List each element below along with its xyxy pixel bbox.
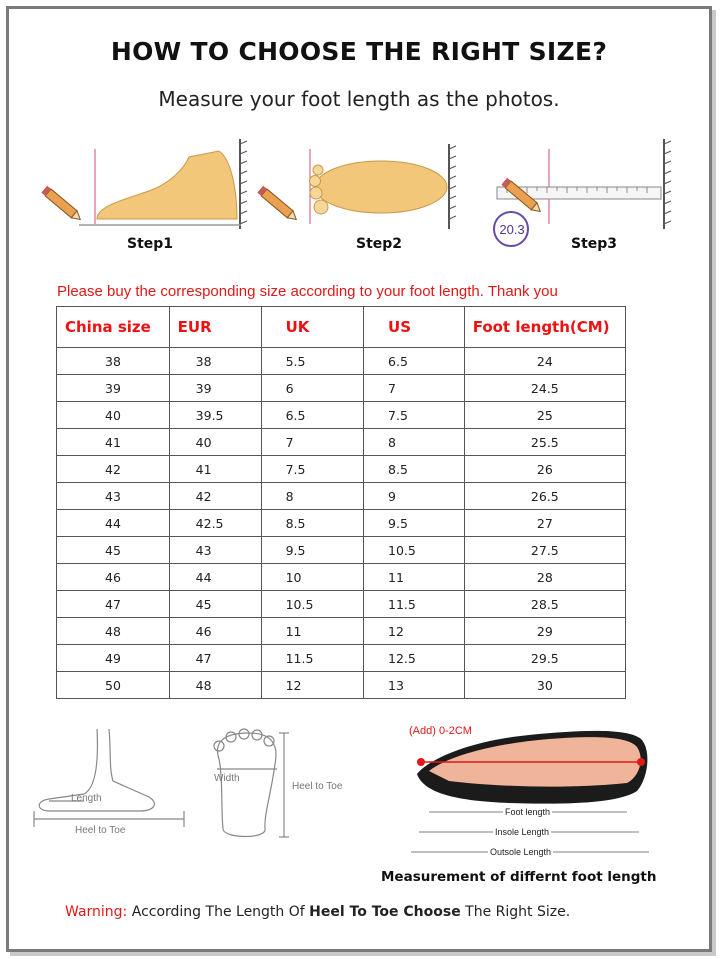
- add-length-label: (Add) 0-2CM: [409, 725, 472, 737]
- table-cell: 45: [169, 591, 261, 618]
- table-cell: 27: [464, 510, 625, 537]
- table-cell: 12: [364, 618, 465, 645]
- step2-foot-illustration: [257, 144, 456, 229]
- table-cell: 41: [57, 429, 170, 456]
- table-cell: 11: [261, 618, 363, 645]
- table-cell: 46: [169, 618, 261, 645]
- table-cell: 39: [57, 375, 170, 402]
- table-cell: 38: [57, 348, 170, 375]
- table-cell: 25.5: [464, 429, 625, 456]
- table-cell: 13: [364, 672, 465, 699]
- header-foot-length: Foot length(CM): [464, 307, 625, 348]
- table-cell: 30: [464, 672, 625, 699]
- table-cell: 8.5: [364, 456, 465, 483]
- table-row: [57, 348, 626, 375]
- shoe-sole-illustration: [417, 731, 647, 804]
- table-cell: 44: [169, 564, 261, 591]
- size-notice: Please buy the corresponding size according to your foot length. Thank you: [57, 283, 558, 300]
- measurement-caption: Measurement of differnt foot length: [381, 869, 657, 885]
- table-cell: 40: [169, 429, 261, 456]
- table-cell: 42.5: [169, 510, 261, 537]
- table-cell: 46: [57, 564, 170, 591]
- table-cell: 8: [261, 483, 363, 510]
- table-cell: 29.5: [464, 645, 625, 672]
- outsole-length-label: Outsole Length: [490, 847, 552, 857]
- top-heel-to-toe-label: Heel to Toe: [292, 781, 343, 792]
- table-row: [57, 618, 626, 645]
- table-cell: 48: [169, 672, 261, 699]
- table-cell: 7.5: [364, 402, 465, 429]
- header-china-size: China size: [57, 307, 170, 348]
- table-row: [57, 672, 626, 699]
- table-cell: 6.5: [261, 402, 363, 429]
- measurement-diagrams: [9, 719, 709, 889]
- table-cell: 39.5: [169, 402, 261, 429]
- side-heel-to-toe-label: Heel to Toe: [75, 825, 126, 836]
- step1-label: Step1: [127, 236, 174, 252]
- table-cell: 11: [364, 564, 465, 591]
- table-cell: 44: [57, 510, 170, 537]
- table-cell: 28.5: [464, 591, 625, 618]
- warning-prefix: Warning:: [65, 904, 128, 920]
- warning-text-1: According The Length Of: [131, 904, 310, 920]
- table-cell: 11.5: [261, 645, 363, 672]
- table-row: [57, 591, 626, 618]
- table-cell: 47: [57, 591, 170, 618]
- table-cell: 12: [261, 672, 363, 699]
- table-row: [57, 456, 626, 483]
- table-row: [57, 645, 626, 672]
- size-guide-card: [6, 6, 712, 952]
- side-length-label: Length: [71, 793, 102, 804]
- table-row: [57, 510, 626, 537]
- warning-text-2: The Right Size.: [460, 904, 571, 920]
- header-uk: UK: [261, 307, 363, 348]
- table-cell: 11.5: [364, 591, 465, 618]
- table-header-row: [57, 307, 626, 348]
- table-cell: 9.5: [261, 537, 363, 564]
- diagrams-svg: [9, 719, 709, 889]
- table-row: [57, 564, 626, 591]
- table-cell: 38: [169, 348, 261, 375]
- table-row: [57, 483, 626, 510]
- table-cell: 47: [169, 645, 261, 672]
- header-eur: EUR: [169, 307, 261, 348]
- table-row: [57, 429, 626, 456]
- step3-label: Step3: [571, 236, 618, 252]
- table-cell: 39: [169, 375, 261, 402]
- table-cell: 41: [169, 456, 261, 483]
- table-cell: 7.5: [261, 456, 363, 483]
- table-cell: 43: [57, 483, 170, 510]
- step3-reading: 20.3: [499, 222, 525, 237]
- table-cell: 42: [57, 456, 170, 483]
- table-row: [57, 375, 626, 402]
- table-cell: 12.5: [364, 645, 465, 672]
- table-cell: 29: [464, 618, 625, 645]
- table-cell: 10: [261, 564, 363, 591]
- table-cell: 50: [57, 672, 170, 699]
- table-cell: 26: [464, 456, 625, 483]
- table-cell: 10.5: [261, 591, 363, 618]
- table-row: [57, 537, 626, 564]
- table-cell: 40: [57, 402, 170, 429]
- page-subtitle: Measure your foot length as the photos.: [158, 87, 560, 111]
- table-cell: 27.5: [464, 537, 625, 564]
- table-cell: 45: [57, 537, 170, 564]
- table-cell: 25: [464, 402, 625, 429]
- table-cell: 6: [261, 375, 363, 402]
- side-foot-outline: [34, 729, 184, 827]
- table-cell: 7: [261, 429, 363, 456]
- table-cell: 42: [169, 483, 261, 510]
- table-row: [57, 402, 626, 429]
- step2-label: Step2: [356, 236, 403, 252]
- insole-length-label: Insole Length: [495, 827, 550, 837]
- warning-line: [65, 904, 570, 920]
- table-cell: 48: [57, 618, 170, 645]
- table-cell: 49: [57, 645, 170, 672]
- table-cell: 8.5: [261, 510, 363, 537]
- header-us: US: [364, 307, 465, 348]
- table-cell: 9: [364, 483, 465, 510]
- foot-length-label: Foot length: [505, 807, 551, 817]
- table-cell: 24.5: [464, 375, 625, 402]
- page-title: HOW TO CHOOSE THE RIGHT SIZE?: [110, 37, 608, 66]
- table-cell: 8: [364, 429, 465, 456]
- table-cell: 5.5: [261, 348, 363, 375]
- step1-foot-illustration: [41, 139, 247, 229]
- table-cell: 43: [169, 537, 261, 564]
- table-cell: 9.5: [364, 510, 465, 537]
- size-chart-table: [56, 306, 626, 699]
- top-width-label: Width: [214, 773, 240, 784]
- steps-illustration: [9, 129, 709, 269]
- table-cell: 28: [464, 564, 625, 591]
- table-cell: 10.5: [364, 537, 465, 564]
- warning-bold: Heel To Toe Choose: [309, 904, 461, 920]
- table-cell: 24: [464, 348, 625, 375]
- table-cell: 6.5: [364, 348, 465, 375]
- table-cell: 26.5: [464, 483, 625, 510]
- table-cell: 7: [364, 375, 465, 402]
